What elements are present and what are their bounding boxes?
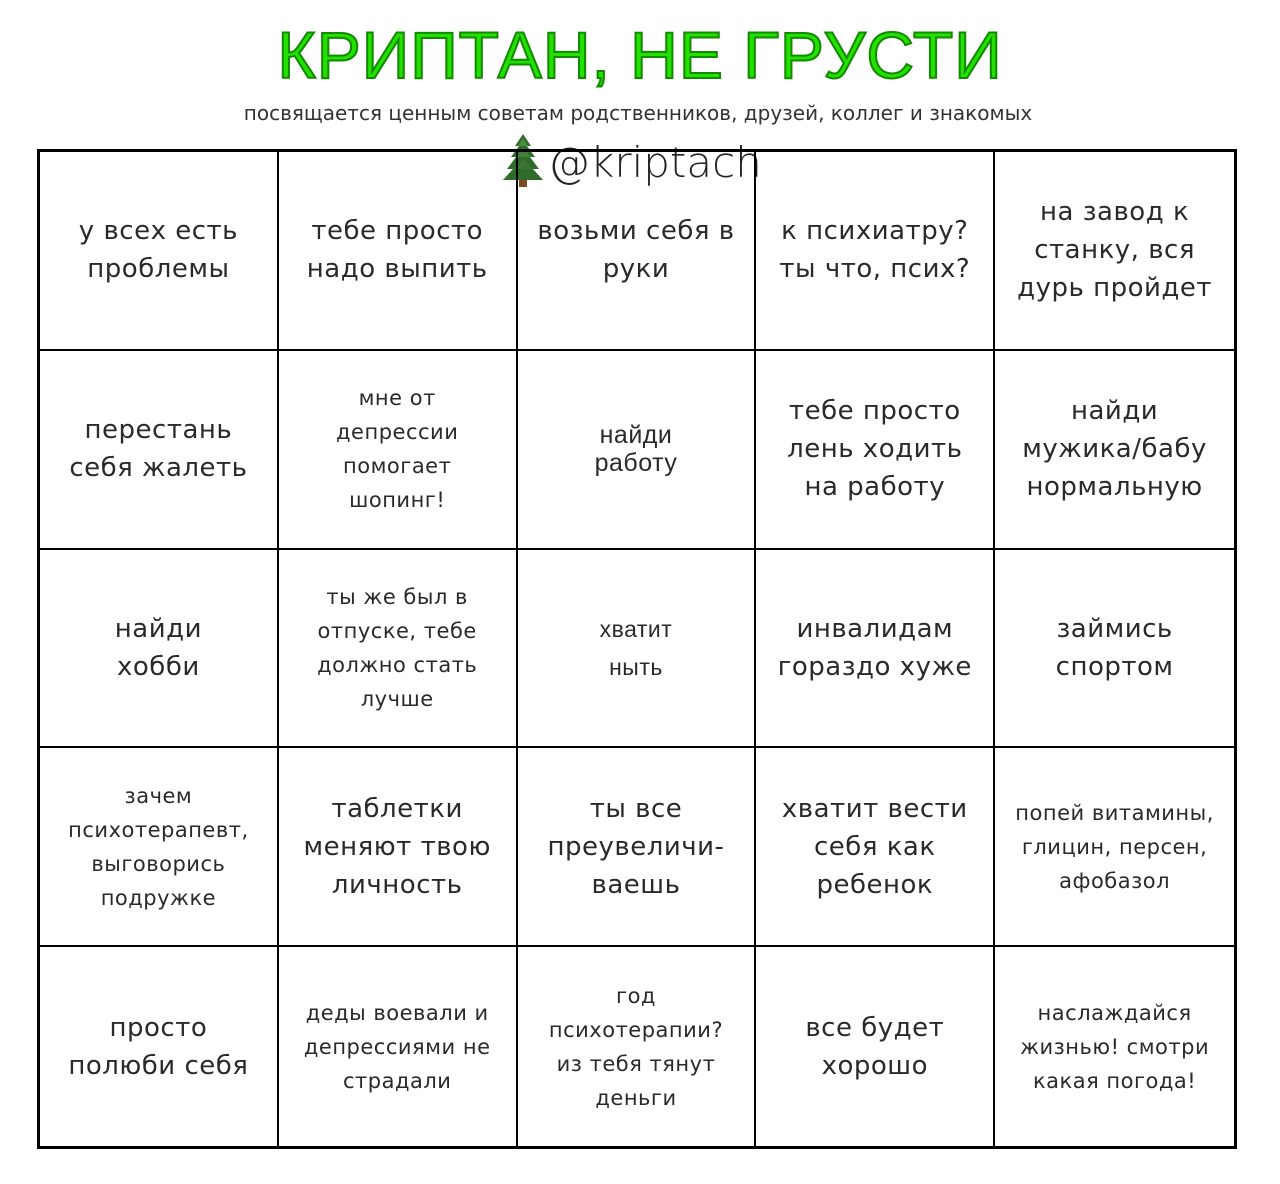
bingo-cell: попей витамины, глицин, персен, афобазол [995, 748, 1234, 947]
bingo-cell: найди хобби [40, 550, 279, 749]
bingo-cell: перестань себя жалеть [40, 351, 279, 550]
bingo-cell: мне от депрессии помогает шопинг! [279, 351, 518, 550]
bingo-cell: тебе просто лень ходить на работу [756, 351, 995, 550]
bingo-cell: возьми себя в руки [518, 152, 757, 351]
page-subtitle: посвящается ценным советам родственников, друзей, коллег и знакомых [243, 101, 1033, 125]
bingo-cell: ты же был в отпуске, тебе должно стать лучше [279, 550, 518, 749]
bingo-cell: ты все преувеличи- ваешь [518, 748, 757, 947]
bingo-cell: зачем психотерапевт, выговорись подружке [40, 748, 279, 947]
bingo-cell: все будет хорошо [756, 947, 995, 1146]
bingo-cell: у всех есть проблемы [40, 152, 279, 351]
bingo-cell: хватит ныть [518, 550, 757, 749]
bingo-cell: наслаждайся жизнью! смотри какая погода! [1020, 1000, 1210, 1093]
watermark-handle: @kriptach [548, 138, 762, 187]
bingo-cell: найди работу [518, 351, 757, 550]
bingo-cell: год психотерапии? из тебя тянут деньги [518, 947, 757, 1146]
bingo-grid [37, 149, 1237, 1149]
bingo-cell: тебе просто надо выпить [279, 152, 518, 351]
bingo-cell: хватит вести себя как ребенок [756, 748, 995, 947]
bingo-cell: найди мужика/бабу нормальную [995, 351, 1234, 550]
bingo-cell: таблетки меняют твою личность [279, 748, 518, 947]
bingo-cell: займись спортом [995, 550, 1234, 749]
bingo-cell: деды воевали и депрессиями не страдали [279, 947, 518, 1146]
bingo-cell: к психиатру? ты что, псих? [756, 152, 995, 351]
page-title: КРИПТАН, НЕ ГРУСТИ [277, 18, 1003, 92]
bingo-cell: на завод к станку, вся дурь пройдет [995, 152, 1234, 351]
bingo-cell: просто полюби себя [40, 947, 279, 1146]
bingo-cell: инвалидам гораздо хуже [756, 550, 995, 749]
